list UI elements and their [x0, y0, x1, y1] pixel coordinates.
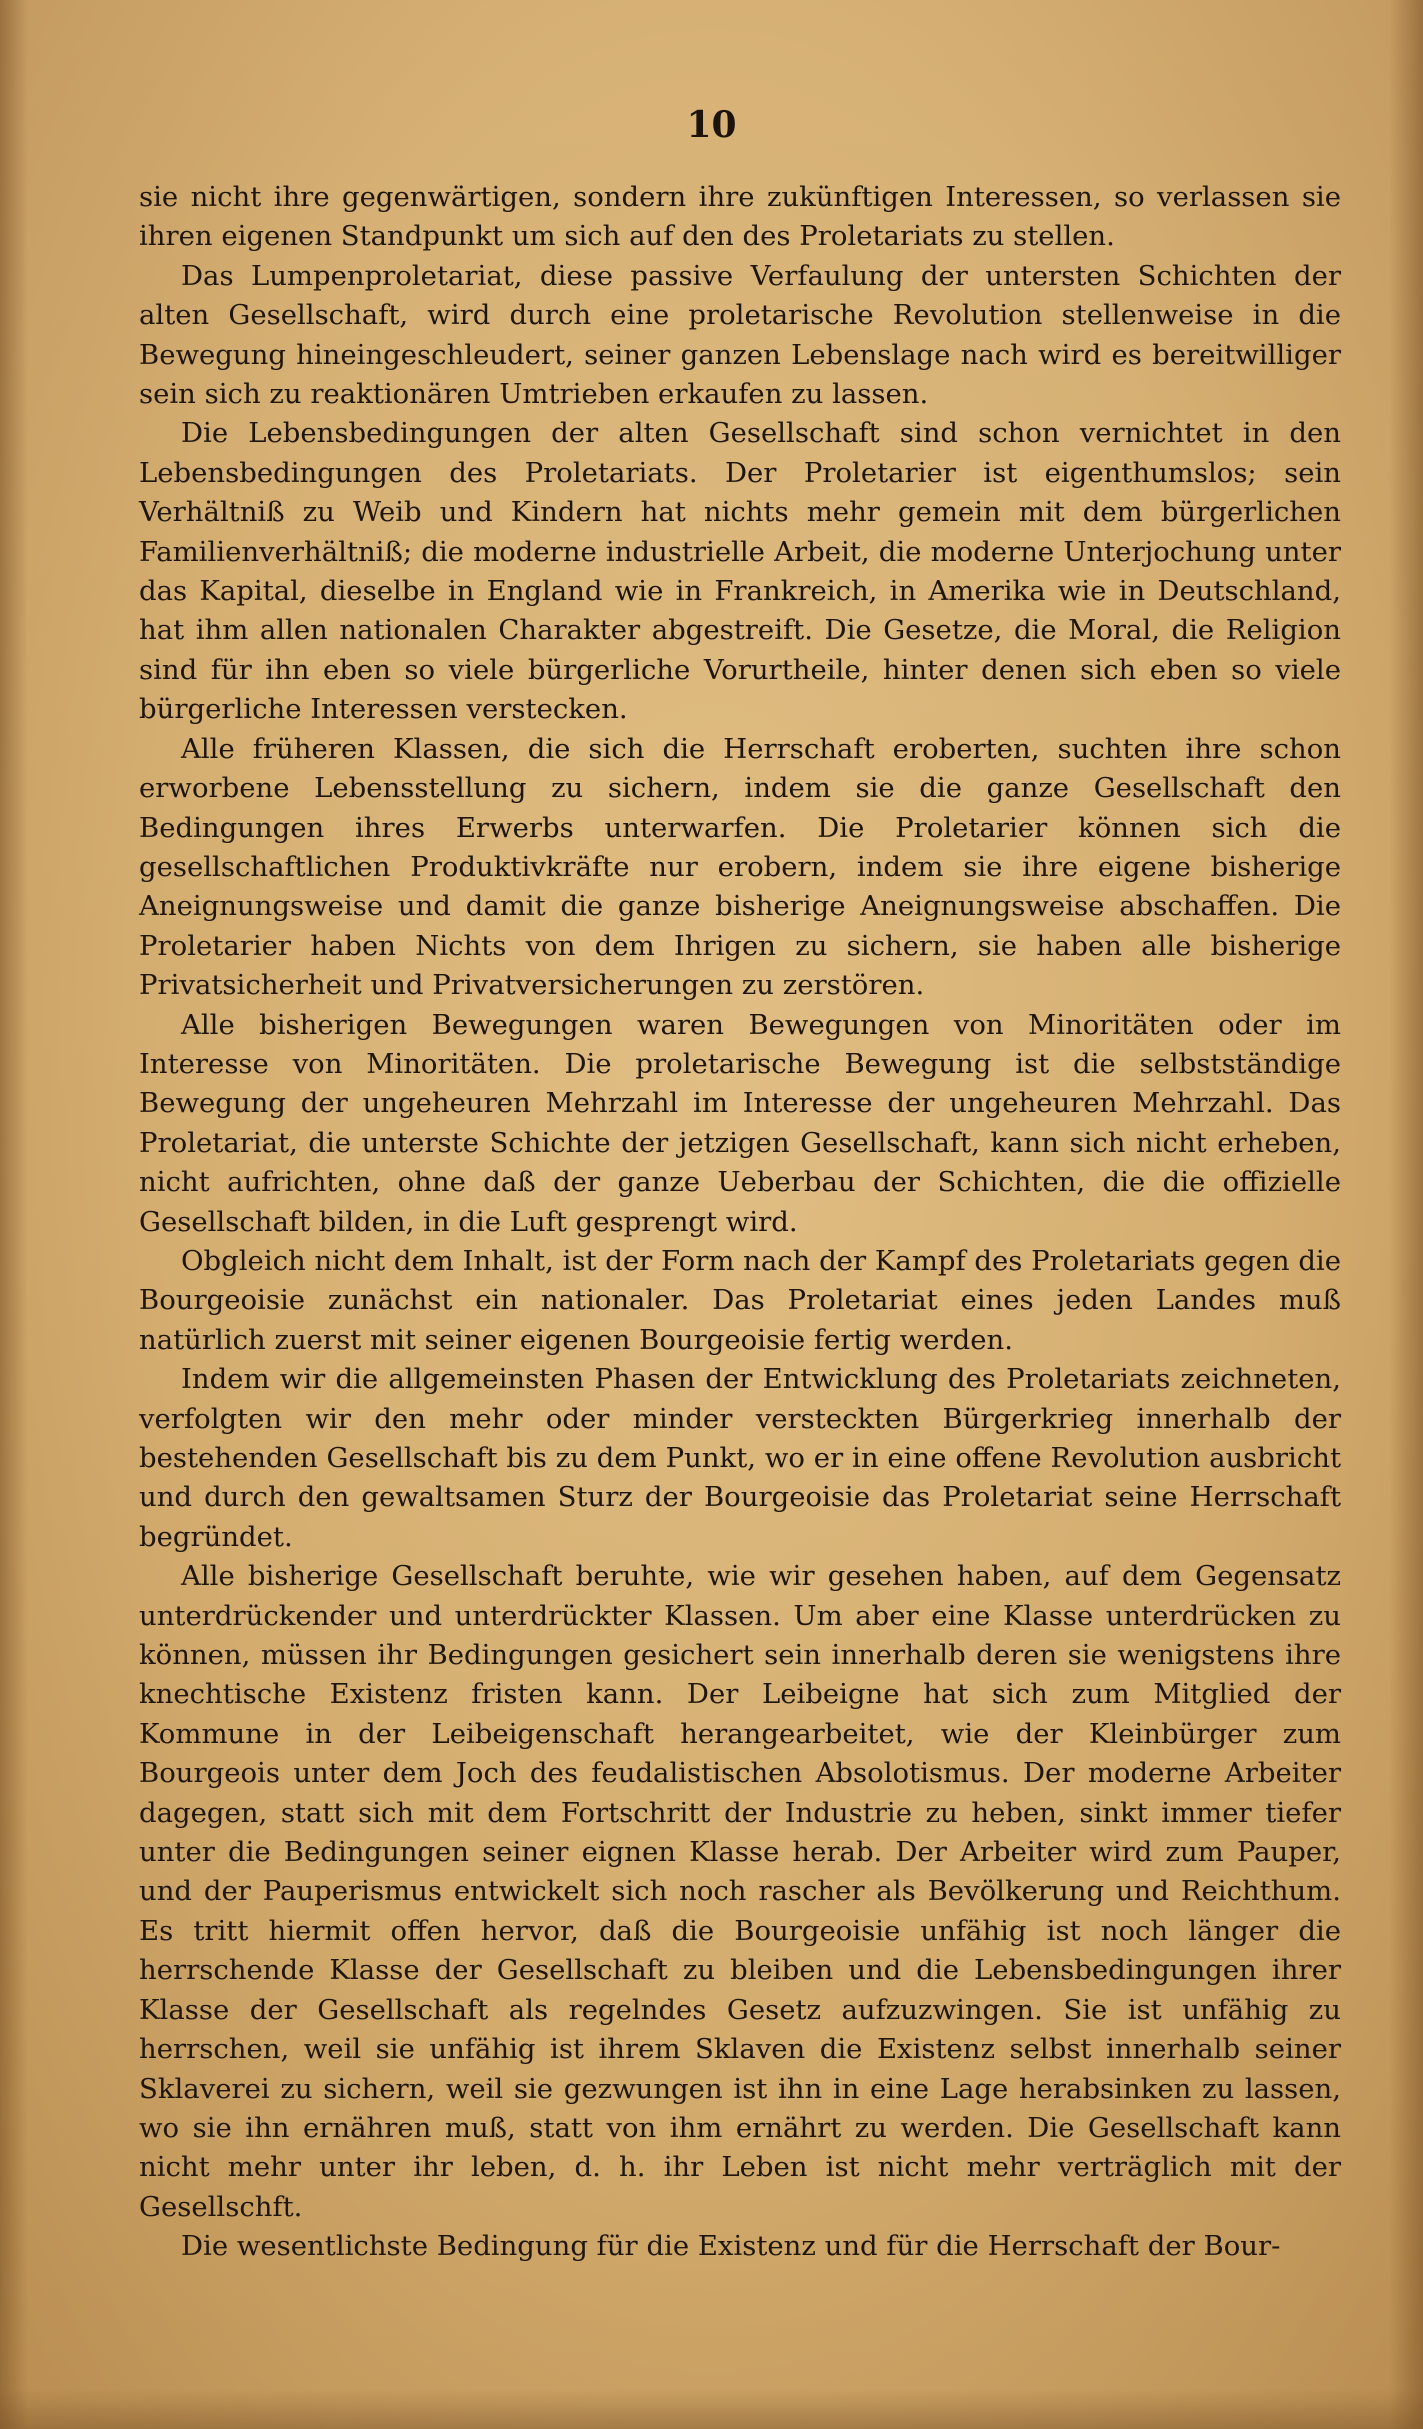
paragraph: Alle bisherigen Bewegungen waren Bewegungen von Minoritäten oder im Interesse von Minoritäten. Die proletarische Bewegung ist die selbstständige Bewegung der ungeheuren Mehrzahl im Interesse der ungeheuren Mehrzahl. Das Proletariat, die unterste Schichte der jetzigen Gesellschaft, kann sich nicht erheben, nicht aufrichten, ohne daß der ganze Ueberbau der Schichten, die die offizielle Gesellschaft bilden, in die Luft gesprengt wird. [139, 1008, 1341, 1238]
page-number: 10 [686, 104, 737, 146]
paragraph: sie nicht ihre gegenwärtigen, sondern ihre zukünftigen Interessen, so verlassen sie ihren eigenen Standpunkt um sich auf den des Proletariats zu stellen. [139, 181, 1341, 253]
page-edge-shadow-left [0, 0, 28, 2429]
paragraph: Die Lebensbedingungen der alten Gesellschaft sind schon vernichtet in den Lebensbedingungen des Proletariats. Der Proletarier ist eigenthumslos; sein Verhältniß zu Weib und Kindern hat nichts mehr gemein mit dem bürgerlichen Familienverhältniß; die moderne industrielle Arbeit, die moderne Unterjochung unter das Kapital, dieselbe in England wie in Frankreich, in Amerika wie in Deutschland, hat ihm allen nationalen Charakter abgestreift. Die Gesetze, die Moral, die Religion sind für ihn eben so viele bürgerliche Vorurtheile, hinter denen sich eben so viele bürgerliche Interessen verstecken. [139, 417, 1341, 726]
paragraph: Alle früheren Klassen, die sich die Herrschaft eroberten, suchten ihre schon erworbene Lebensstellung zu sichern, indem sie die ganze Gesellschaft den Bedingungen ihres Erwerbs unterwarfen. Die Proletarier können sich die gesellschaftlichen Produktivkräfte nur erobern, indem sie ihre eigene bisherige Aneignungsweise und damit die ganze bisherige Aneignungsweise abschaffen. Die Proletarier haben Nichts von dem Ihrigen zu sichern, sie haben alle bisherige Privatsicherheit und Privatversicherungen zu zerstören. [139, 732, 1341, 1002]
page-edge-shadow-right [1389, 0, 1423, 2429]
paragraph: Die wesentlichste Bedingung für die Existenz und für die Herrschaft der Bour- [181, 2230, 1281, 2263]
paragraph: Indem wir die allgemeinsten Phasen der Entwicklung des Proletariats zeichneten, verfolgten wir den mehr oder minder versteckten Bürgerkrieg innerhalb der bestehenden Gesellschaft bis zu dem Punkt, wo er in eine offene Revolution ausbricht und durch den gewaltsamen Sturz der Bourgeoisie das Proletariat seine Herrschaft begründet. [139, 1363, 1341, 1553]
paragraph: Das Lumpenproletariat, diese passive Verfaulung der untersten Schichten der alten Gesellschaft, wird durch eine proletarische Revolution stellenweise in die Bewegung hineingeschleudert, seiner ganzen Lebenslage nach wird es bereitwilliger sein sich zu reaktionären Umtrieben erkaufen zu lassen. [139, 259, 1341, 411]
page-edge-shadow-bottom [0, 2389, 1423, 2429]
body-text [139, 178, 1341, 2267]
paragraph: Obgleich nicht dem Inhalt, ist der Form nach der Kampf des Proletariats gegen die Bourgeoisie zunächst ein nationaler. Das Proletariat eines jeden Landes muß natürlich zuerst mit seiner eigenen Bourgeoisie fertig werden. [139, 1244, 1341, 1356]
paragraph: Alle bisherige Gesellschaft beruhte, wie wir gesehen haben, auf dem Gegensatz unterdrückender und unterdrückter Klassen. Um aber eine Klasse unterdrücken zu können, müssen ihr Bedingungen gesichert sein innerhalb deren sie wenigstens ihre knechtische Existenz fristen kann. Der Leibeigne hat sich zum Mitglied der Kommune in der Leibeigenschaft herangearbeitet, wie der Kleinbürger zum Bourgeois unter dem Joch des feudalistischen Absolotismus. Der moderne Arbeiter dagegen, statt sich mit dem Fortschritt der Industrie zu heben, sinkt immer tiefer unter die Bedingungen seiner eignen Klasse herab. Der Arbeiter wird zum Pauper, und der Pauperismus entwickelt sich noch rascher als Bevölkerung und Reichthum. Es tritt hiermit offen hervor, daß die Bourgeoisie unfähig ist noch länger die herrschende Klasse der Gesellschaft zu bleiben und die Lebensbedingungen ihrer Klasse der Gesellschaft als regelndes Gesetz aufzuzwingen. Sie ist unfähig zu herrschen, weil sie unfähig ist ihrem Sklaven die Existenz selbst innerhalb seiner Sklaverei zu sichern, weil sie gezwungen ist ihn in eine Lage herabsinken zu lassen, wo sie ihn ernähren muß, statt von ihm ernährt zu werden. Die Gesellschaft kann nicht mehr unter ihr leben, d. h. ihr Leben ist nicht mehr verträglich mit der Gesellschft. [139, 1560, 1341, 2223]
